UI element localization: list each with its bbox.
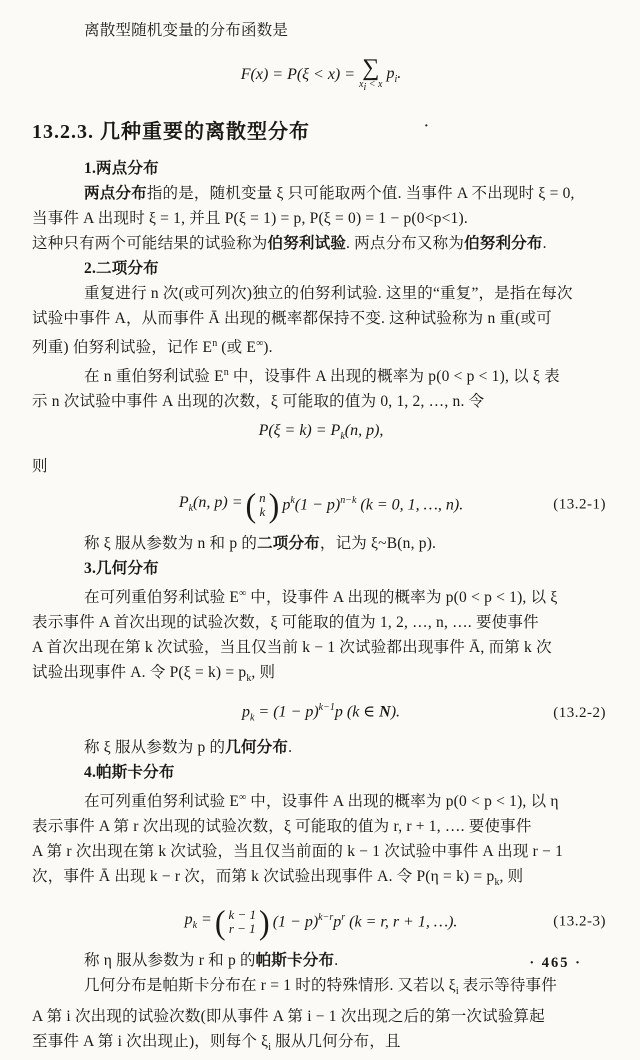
text-line: A 第 i 次出现的试验次数(即从事件 A 第 i − 1 次出现之后的第一次试验算起 [32,1007,545,1025]
text-line: 几何分布是帕斯卡分布在 r = 1 时的特殊情形. 又若以 $\xi_i$ 表示等待事件 [84,976,557,997]
subsection-binomial: 2.二项分布 [84,260,159,277]
intro-text: 离散型随机变量的分布函数是 [84,22,289,39]
section-title: 几种重要的离散型分布 [100,121,310,143]
pascal-formula [32,900,610,944]
binomial-coefficient: ( n k ) [245,485,280,524]
formula-post: $(1 - p)^{k-r}p^r$ (k = r, r + 1, …). [272,911,458,931]
binomial-coefficient: ( k − 1 r − 1 ) [214,902,270,941]
section-number: 13.2.3. [32,121,94,143]
text-line: 表示事件 A 第 r 次出现的试验次数，ξ 可能取的值为 r, r + 1, …. 要使事件 [32,818,532,836]
text-line: 在 n 重伯努利试验 $E^n$ 中，设事件 A 出现的概率为 p(0 < p < 1), 以 ξ 表 [84,367,560,386]
text-line: 表示事件 A 首次出现的试验次数，ξ 可能取的值为 1, 2, …, n, …. 要使事件 [32,613,539,631]
text-line: A 第 r 次出现在第 k 次试验，当且仅当前面的 k − 1 次试验中事件 A 出现 r − 1 [32,843,564,861]
binomial-probability-definition: $P(\xi = k) = P_k(n$, p), [258,422,384,443]
text-line: 重复进行 n 次(或可列次)独立的伯努利试验. 这里的“重复”，是指在每次 [84,285,573,302]
text-line: 次，事件 Ā 出现 k − r 次，而第 k 次试验出现事件 A. 令 $P(\eta = k) = p_k$, 则 [32,868,524,889]
text-line: 这种只有两个可能结果的试验称为伯努利试验. 两点分布又称为伯努利分布. [32,235,547,252]
text-line: 两点分布指的是，随机变量 ξ 只可能取两个值. 当事件 A 不出现时 ξ = 0, [84,185,575,202]
text-line: A 首次出现在第 k 次试验，当且仅当前 k − 1 次试验都出现事件 Ā, 而第 k 次 [32,638,552,656]
equation-tag: (13.2-2) [553,705,606,721]
text-line: 称 η 服从参数为 r 和 p 的帕斯卡分布. [84,951,339,969]
subsection-pascal: 4.帕斯卡分布 [84,764,175,782]
formula-pre: F(x) = P(ξ < x) = [240,66,356,83]
left-paren: ( [214,902,226,941]
right-paren: ) [268,485,280,524]
equation-tag: (13.2-1) [553,496,606,512]
text-line: 在可列重伯努利试验 E∞ 中，设事件 A 出现的概率为 p(0 < p < 1), 以 η [84,792,559,811]
text-line: 试验出现事件 A. 令 $P(\xi = k) = p_k$, 则 [32,663,276,684]
text-line: 至事件 A 第 i 次出现止)，则每个 $\xi_i$ 服从几何分布，且 [32,1032,401,1053]
text-line: 示 n 次试验中事件 A 出现的次数，ξ 可能取的值为 0, 1, 2, …, n. 令 [32,393,485,411]
intro-line [32,18,610,43]
summation-limit: $x_i < x$ [359,79,383,93]
text-line: 列重) 伯努利试验，记作 $E^n$ (或 E∞). [32,338,273,357]
equation-tag: (13.2-3) [553,913,606,930]
sigma-glyph: ∑ [362,55,380,81]
then-label: 则 [32,457,48,475]
section-heading [32,115,610,144]
formula-pre: $p_k$ = [184,911,212,932]
text-line: 称 ξ 服从参数为 p 的几何分布. [84,739,293,757]
formula-post: $p^k(1 - p)^{n-k}$ (k = 0, 1, …, n). [282,494,464,514]
subsection-two-point: 1.两点分布 [84,160,159,177]
subsection-geometric: 3.几何分布 [84,559,159,577]
formula-post: $p_i$. [386,64,402,86]
text-line: 称 ξ 服从参数为 n 和 p 的二项分布，记为 ξ~B(n, p). [84,534,437,552]
right-paren: ) [259,902,270,941]
binomial-formula [32,483,610,527]
stray-mark: · [424,119,430,134]
summation-symbol [359,57,382,93]
geometric-formula: $p_k = (1 - p)^{k-1}p$ (k ∈ N). (13.2-2) [32,695,610,732]
page-number: · 465 · [529,955,582,971]
distribution-function-formula [32,49,610,101]
text-line: 在可列重伯努利试验 E∞ 中，设事件 A 出现的概率为 p(0 < p < 1), 以 ξ [84,587,558,606]
text-line: 试验中事件 A，从而事件 Ā 出现的概率都保持不变. 这种试验称为 n 重(或可 [32,310,552,327]
text-line: 当事件 A 出现时 ξ = 1, 并且 P(ξ = 1) = p, P(ξ = 0) = 1 − p(0<p<1). [32,210,468,227]
left-paren: ( [245,485,257,524]
formula-pre: $P_k(n$, p) = [178,494,243,515]
